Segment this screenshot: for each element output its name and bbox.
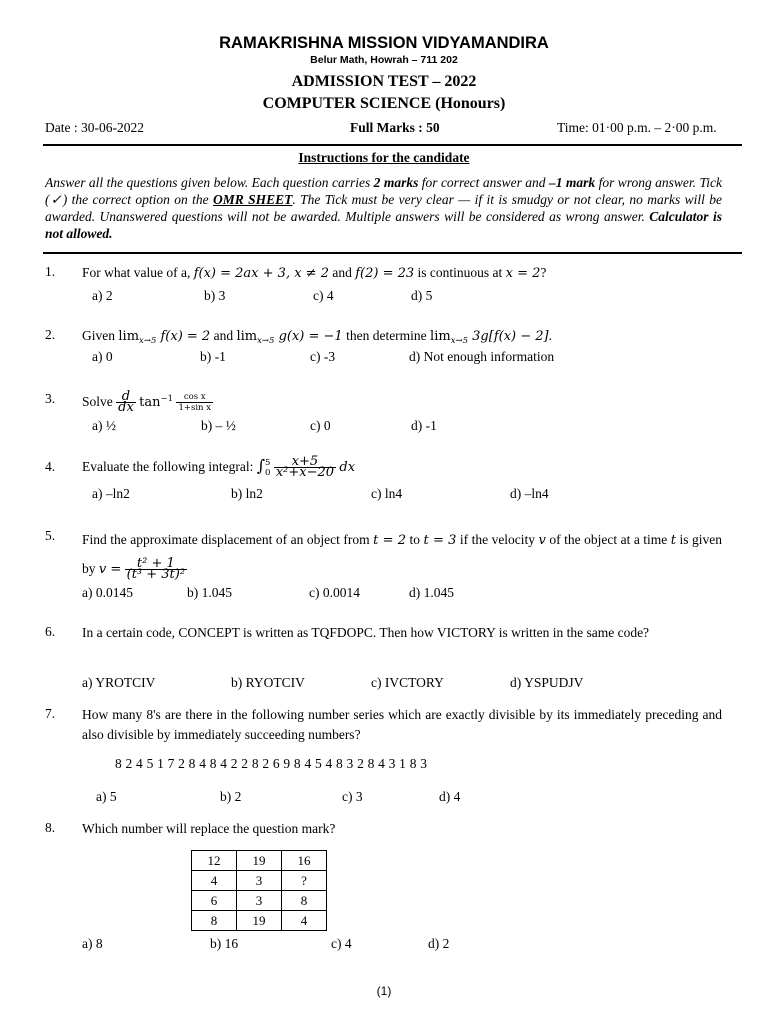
question-number: 5. — [45, 528, 56, 543]
grid-cell: 3 — [237, 871, 282, 891]
instructions-text: Answer all the questions given below. Each question carries 2 marks for correct answer and –1 mark for wrong answer. Tick (✓) the correct option on the OMR SHEET. The Tick must be very clear — if it is smudgy or not clear, no marks will be awarded. Unanswered questions will not be awarded. Multiple answers will be considered as wrong answer. Calculator is not allowed. — [45, 175, 722, 241]
q6-option-d: d) YSPUDJV — [510, 675, 584, 690]
divider-instructions — [43, 252, 742, 254]
divider-top — [43, 144, 742, 146]
grid-cell: 12 — [192, 851, 237, 871]
question-2-text: Given $\lim_{x\to 5} f(x) = 2$ and $\lim_{x\to 5} g(x) = -1$ then determine $\lim_{x\to 5} 3g[f(x) - 2]$. — [82, 328, 552, 346]
q3-option-c: c) 0 — [310, 418, 331, 433]
question-5-text: Find the approximate displacement of an object from t = 2 to t = 3 if the velocity v of the object at a time t is given by v = $\frac{\text{t² + 1}}{\text{(t³ + 3t)²}}$ — [82, 532, 723, 583]
school-address: Belur Math, Howrah – 711 202 — [310, 54, 458, 66]
q7-option-d: d) 4 — [439, 789, 461, 804]
question-number: 2. — [45, 327, 56, 342]
grid-cell: 19 — [237, 851, 282, 871]
q1-option-c: c) 4 — [313, 288, 334, 303]
q8-option-b: b) 16 — [210, 936, 239, 951]
grid-cell: 8 — [282, 891, 327, 911]
grid-row — [192, 891, 327, 911]
grid-row — [192, 871, 327, 891]
q5-option-a: a) 0.0145 — [82, 585, 133, 600]
question-4-text: Evaluate the following integral: ∫ 5 0 $\frac{x+5}{\text{x²+x−20}}$ dx — [82, 454, 356, 481]
q8-option-d: d) 2 — [428, 936, 450, 951]
grid-cell: 4 — [282, 911, 327, 931]
grid-row — [192, 851, 327, 871]
question-1-text: For what value of a, f(x) = 2ax + 3, x ≠ 2 and f(2) = 23 is continuous at x = 2? — [82, 265, 547, 281]
grid-cell: 19 — [237, 911, 282, 931]
question-7-text: How many 8's are there in the following number series which are exactly divisible by its immediately preceding and also divisible by immediately succeeding numbers? — [82, 707, 722, 742]
q4-option-b: b) ln2 — [231, 486, 263, 501]
grid-cell: 3 — [237, 891, 282, 911]
q5-option-b: b) 1.045 — [187, 585, 232, 600]
q2-option-c: c) -3 — [310, 349, 336, 364]
q4-option-c: c) ln4 — [371, 486, 403, 501]
question-number: 7. — [45, 706, 56, 721]
q7-option-b: b) 2 — [220, 789, 242, 804]
q1-option-d: d) 5 — [411, 288, 433, 303]
q2-option-d: d) Not enough information — [409, 349, 555, 364]
subject-title: COMPUTER SCIENCE (Honours) — [262, 95, 506, 112]
q4-option-a: a) –ln2 — [92, 486, 130, 501]
question-3-text: Solve $\frac{d}{dx}$ $\tan^{-1}$ $\frac{\text{cos x}}{\text{1+sin x}}$ — [82, 389, 212, 416]
question-6-text: In a certain code, CONCEPT is written as TQFDOPC. Then how VICTORY is written in the same code? — [82, 625, 650, 640]
q1-option-b: b) 3 — [204, 288, 226, 303]
number-series: 8 2 4 5 1 7 2 8 4 8 4 2 2 8 2 6 9 8 4 5 4 8 3 2 8 4 3 1 8 3 — [115, 756, 428, 771]
q3-option-d: d) -1 — [411, 418, 437, 433]
number-grid — [191, 850, 327, 931]
q6-option-a: a) YROTCIV — [82, 675, 156, 690]
exam-time: Time: 01·00 p.m. – 2·00 p.m. — [557, 120, 717, 135]
question-number: 8. — [45, 820, 56, 835]
q8-option-c: c) 4 — [331, 936, 352, 951]
q4-option-d: d) –ln4 — [510, 486, 549, 501]
q7-option-a: a) 5 — [96, 789, 117, 804]
test-title: ADMISSION TEST – 2022 — [291, 73, 477, 90]
grid-cell: 4 — [192, 871, 237, 891]
question-number: 3. — [45, 391, 56, 406]
q3-option-b: b) – ½ — [201, 418, 236, 433]
grid-cell: 8 — [192, 911, 237, 931]
q6-option-c: c) IVCTORY — [371, 675, 444, 690]
school-name: RAMAKRISHNA MISSION VIDYAMANDIRA — [219, 34, 549, 52]
grid-cell: ? — [282, 871, 327, 891]
full-marks: Full Marks : 50 — [350, 120, 440, 135]
q6-option-b: b) RYOTCIV — [231, 675, 305, 690]
question-8-text: Which number will replace the question mark? — [82, 821, 336, 836]
question-number: 4. — [45, 459, 56, 474]
q3-option-a: a) ½ — [92, 418, 116, 433]
question-number: 6. — [45, 624, 56, 639]
q5-option-c: c) 0.0014 — [309, 585, 360, 600]
instructions-title: Instructions for the candidate — [298, 150, 470, 165]
q2-option-b: b) -1 — [200, 349, 226, 364]
question-number: 1. — [45, 264, 56, 279]
grid-row — [192, 911, 327, 931]
q1-option-a: a) 2 — [92, 288, 113, 303]
q8-option-a: a) 8 — [82, 936, 103, 951]
q2-option-a: a) 0 — [92, 349, 113, 364]
grid-cell: 6 — [192, 891, 237, 911]
exam-date: Date : 30-06-2022 — [45, 120, 144, 135]
grid-cell: 16 — [282, 851, 327, 871]
page-number: (1) — [376, 984, 392, 998]
q5-option-d: d) 1.045 — [409, 585, 454, 600]
q7-option-c: c) 3 — [342, 789, 363, 804]
